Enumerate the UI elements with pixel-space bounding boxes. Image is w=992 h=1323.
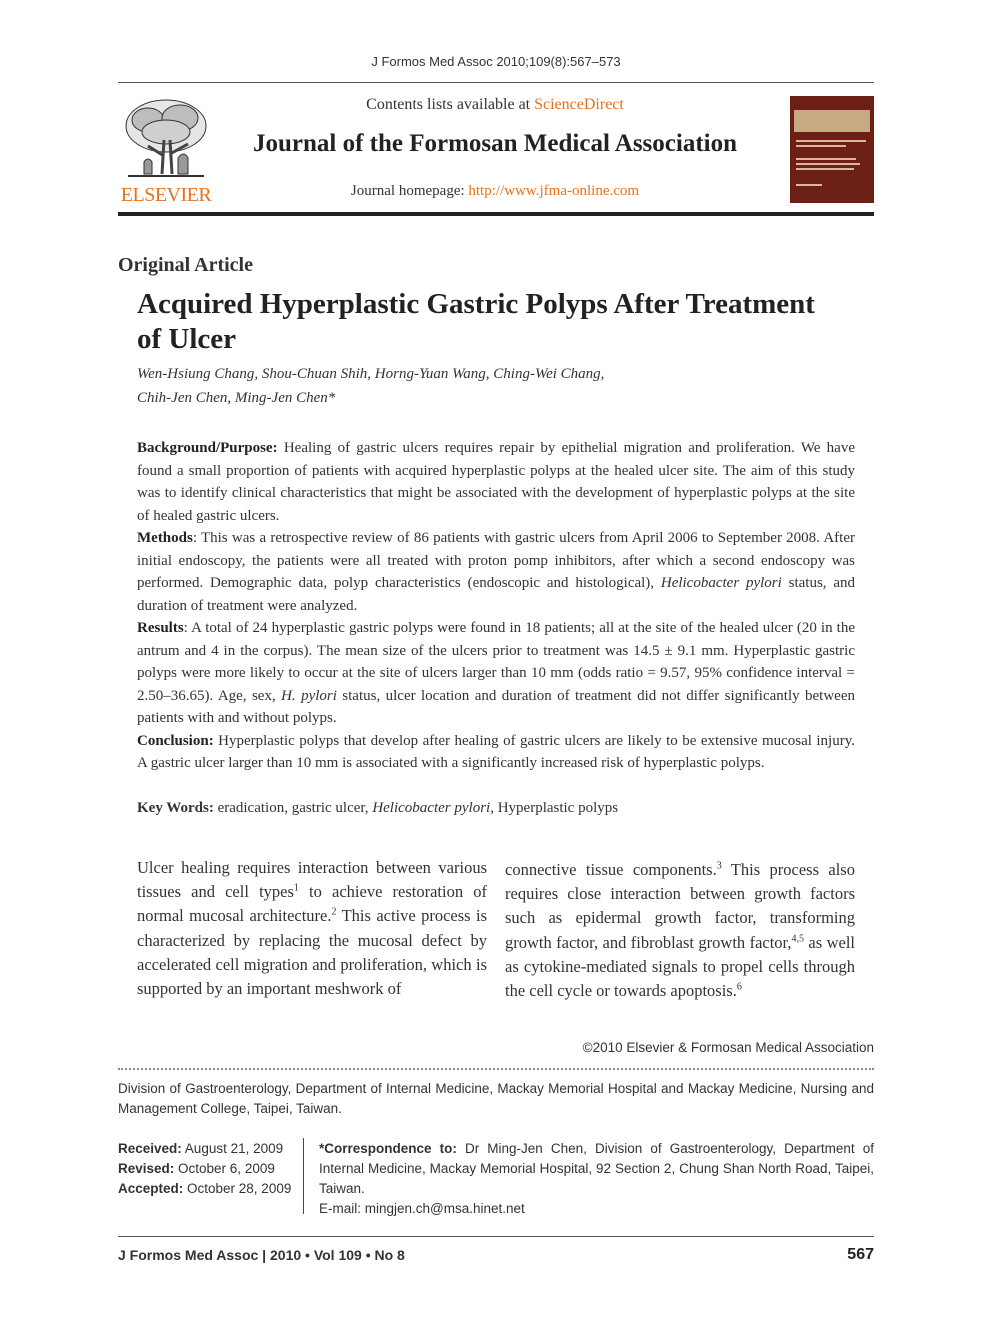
received-value: August 21, 2009 [181,1141,284,1156]
sciencedirect-link[interactable]: ScienceDirect [534,96,624,113]
body-column-right [505,858,855,1003]
received-label: Received: [118,1141,182,1156]
body-text: This active process is characterized by replacing the mucosal defect by accelerated cell migration and proliferation, which is supported by an important meshwork of [137,906,487,999]
body-text: to achieve restoration of normal mucosal architecture. [137,882,487,926]
abstract-background [137,437,855,527]
reference-marker[interactable]: 6 [736,981,742,993]
body-text: as well as cytokine-mediated signals to propel cells through the cell cycle or towards apoptosis. [505,932,856,1001]
page-number: 567 [847,1246,874,1263]
methods-species: Helicobacter pylori [660,575,782,591]
received-date [118,1139,298,1159]
homepage-prefix: Journal homepage: [350,183,469,199]
correspondence [319,1139,874,1219]
correspondence-text: Dr Ming-Jen Chen, Division of Gastroenterology, Department of Internal Medicine, Mackay Memorial Hospital, 92 Section 2, Chung Shan North Road, Taipei, Taiwan. [319,1141,874,1196]
conclusion-label: Conclusion: [137,732,214,749]
correspondence-address [319,1139,874,1199]
abstract [137,437,855,775]
reference-marker[interactable]: 1 [293,882,299,894]
results-text: : A total of 24 hyperplastic gastric polyps were found in 18 patients; all at the site of the healed ulcer (20 in the antrum and 4 in the corpus). The mean size of the ulcers prior to treatment was 14.5 ± 9.1 mm. Hyperplastic gastric polyps were more likely to occur at the site of ulcers larger than 10 mm (odds ratio = 9.57, 95% confidence interval = 2.50–36.65). Age, sex, [137,620,855,704]
revised-date [118,1159,298,1179]
dates-divider [303,1138,304,1214]
keywords-text: eradication, gastric ulcer, [213,800,373,816]
article-dates [118,1139,298,1199]
header-rule-top [118,82,874,83]
reference-marker[interactable]: 4,5 [791,933,805,945]
body-text: Ulcer healing requires interaction between various tissues and cell types [137,858,487,902]
methods-label: Methods [137,530,193,546]
journal-title: Journal of the Formosan Medical Association [252,130,737,157]
results-label: Results [137,620,184,636]
authors-line-1: Wen-Hsiung Chang, Shou-Chuan Shih, Horng-Yuan Wang, Ching-Wei Chang, [137,366,605,382]
keywords-label: Key Words: [137,800,214,816]
methods-text: : This was a retrospective review of 86 patients with gastric ulcers from April 2006 to September 2008. After initial endoscopy, the patients were all treated with proton pomp inhibitors, after which a second endoscopy was performed. Demographic data, polyp characteristics (endoscopic and histological), [137,530,855,591]
affiliation: Division of Gastroenterology, Department of Internal Medicine, Mackay Memorial Hospital and Mackay Medicine, Nursing and Management College, Taipei, Taiwan. [118,1081,874,1116]
body-text: connective tissue components. [505,860,717,879]
footer-rule [118,1236,874,1237]
correspondence-label: *Correspondence to: [319,1141,457,1156]
accepted-value: October 28, 2009 [183,1181,292,1196]
conclusion-text: Hyperplastic polyps that develop after healing of gastric ulcers are likely to be extensive mucosal injury. A gastric ulcer larger than 10 mm is associated with a significantly increased risk of hyperplastic polyps. [137,732,855,771]
abstract-conclusion [137,730,855,775]
contents-prefix: Contents lists available at [366,96,535,113]
journal-homepage [250,183,740,200]
journal-cover-thumbnail [790,96,874,203]
authors-line-2: Chih-Jen Chen, Ming-Jen Chen* [137,390,336,406]
article-type: Original Article [118,254,253,276]
background-label: Background/Purpose: [137,440,278,456]
methods-text-end: status, and duration of treatment were analyzed. [137,575,856,614]
article-title: Acquired Hyperplastic Gastric Polyps After Treatment of Ulcer [137,288,815,355]
reference-marker[interactable]: 2 [331,906,337,918]
accepted-label: Accepted: [118,1181,184,1196]
body-text: This process also requires close interaction between growth factors such as epidermal growth factor, transforming growth factor, and fibroblast growth factor, [505,860,855,952]
keywords-text-end: , Hyperplastic polyps [490,800,619,816]
elsevier-wordmark: ELSEVIER [120,184,212,206]
abstract-methods [137,527,855,617]
reference-marker[interactable]: 3 [716,860,722,872]
copyright-notice: ©2010 Elsevier & Formosan Medical Association [582,1040,874,1055]
results-text-end: status, ulcer location and duration of treatment did not differ significantly between patients with and without polyps. [137,687,855,726]
correspondence-email[interactable]: E-mail: mingjen.ch@msa.hinet.net [319,1201,525,1216]
footer-citation: J Formos Med Assoc | 2010 • Vol 109 • No 8 [118,1247,405,1263]
abstract-results [137,617,855,730]
footnote-divider [118,1068,874,1070]
header-rule-bottom [118,212,874,216]
body-column-left [137,856,487,1001]
keywords [137,797,855,819]
keywords-species: Helicobacter pylori [372,800,491,816]
results-species: H. pylori [281,687,337,704]
accepted-date [118,1179,298,1199]
author-list [137,362,837,410]
contents-availability [250,96,740,114]
homepage-link[interactable]: http://www.jfma-online.com [468,183,640,199]
running-citation: J Formos Med Assoc 2010;109(8):567–573 [371,54,621,69]
revised-value: October 6, 2009 [174,1161,275,1176]
revised-label: Revised: [118,1161,175,1176]
background-text: Healing of gastric ulcers requires repair by epithelial migration and proliferation. We have found a small proportion of patients with acquired hyperplastic polyps at the healed ulcer site. The aim of this study was to identify clinical characteristics that might be associated with the development of hyperplastic polyps at the site of healed gastric ulcers. [137,440,855,524]
